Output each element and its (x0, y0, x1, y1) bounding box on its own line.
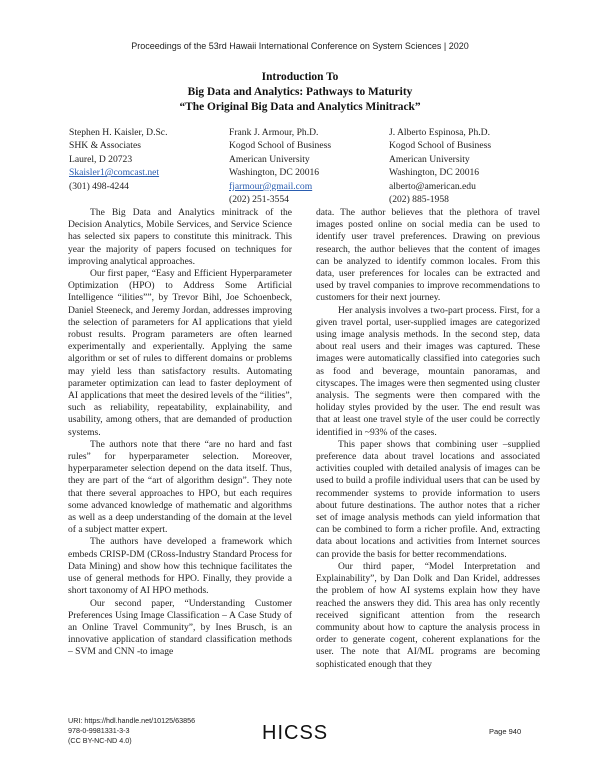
author-email-link[interactable]: fjarmour@gmail.com (229, 180, 313, 192)
page-number: Page 940 (489, 727, 522, 736)
left-column (68, 207, 292, 659)
hicss-logo: HICSS (262, 722, 329, 744)
paragraph: This paper shows that combining user –supplied preference data about travel locations and associated activities coupled with detailed analysis of images can be used to build a profile individual users that can be used by recommender systems to provide information to users about future destinations. The author notes that a richer set of image analysis methods can yield information that can be combined to form a richer profile. And, extracting data about locations and activities from Internet sources can provide the basis for better recommendations. (316, 438, 540, 560)
author-address: Washington, DC 20016 (389, 167, 480, 179)
author-block-1 (69, 126, 167, 193)
author-phone: (202) 251-3554 (229, 194, 289, 206)
paper-title (0, 70, 600, 115)
paragraph: The Big Data and Analytics minitrack of the Decision Analytics, Mobile Services, and Service Science has selected six papers to constitute this minitrack. This year the majority of papers focused on techniques for improving analytical approaches. (68, 207, 292, 267)
right-column (316, 207, 540, 671)
author-email: alberto@american.edu (389, 180, 476, 192)
author-name: Stephen H. Kaisler, D.Sc. (69, 127, 168, 138)
footer-isbn: 978-0-9981331-3-3 (68, 726, 130, 735)
title-line-1: Introduction To (261, 71, 339, 83)
author-university: American University (389, 153, 470, 165)
paragraph: Her analysis involves a two-part process. First, for a given travel portal, user-supplied images are categorized using image analysis methods. In the second step, data about real users and their images was captured. These images were automatically classified into categories such as food and beverage, mountain panoramas, and cityscapes. The images were then segmented using cluster analysis. The segments were then compared with the holiday styles provided by the user. The end result was that at least one travel style of the user could be correctly identified in ~93% of the cases. (316, 304, 540, 438)
paragraph: Our second paper, “Understanding Customer Preferences Using Image Classification – A Case Study of an Online Travel Community”, by Ines Brusch, is an innovative application of standard classification methods – SVM and CNN -to image (68, 597, 292, 658)
author-address: Washington, DC 20016 (229, 167, 320, 179)
author-name: Frank J. Armour, Ph.D. (229, 127, 319, 138)
author-email-link[interactable]: Skaisler1@comcast.net (69, 167, 160, 179)
paragraph: Our third paper, “Model Interpretation and Explainability”, by Dan Dolk and Dan Kridel, addresses the problem of how AI systems explain how they have reached the answers they did. This area has only recently received significant attention from the research community about how to capture the analysis process in order to generate cogent, coherent explanations for the user. The note that AI/ML programs are becoming sophisticated enough that they (316, 560, 540, 670)
footer-metadata (68, 716, 195, 746)
author-university: American University (229, 153, 310, 165)
title-line-2: Big Data and Analytics: Pathways to Maturity (187, 86, 413, 98)
author-address: Laurel, D 20723 (69, 153, 133, 165)
author-phone: (301) 498-4244 (69, 180, 129, 192)
paragraph: The authors note that there “are no hard and fast rules” for hyperparameter selection. Moreover, hyperparameter selection depend on the data itself. Thus, they are part of the “art of algorithm design”. They note that there several approaches to HPO, but each requires some advanced knowledge of mathematic and algorithms as well as a deep understanding of the domain at the level of a subject matter expert. (68, 438, 292, 536)
author-affiliation: Kogod School of Business (229, 140, 332, 152)
paragraph: Our first paper, “Easy and Efficient Hyperparameter Optimization (HPO) to Address Some Artificial Intelligence “ilities””, by Trevor Bihl, Joe Schoenbeck, Daniel Steeneck, and Jeremy Jordan, addresses improving the selection of parameters for AI applications that yield robust results. Program parameters are often learned experimentally and experientally. Applying the same algorithm or set of rules to different domains or problems may yield less than satisfactory results. Automating parameter optimization can lead to faster deployment of AI applications that meet the desired levels of the “ilities”, such as reliability, repeatability, explainability, and usability, among others, that are demanded of production systems. (68, 268, 292, 438)
paragraph-continued: data. The author believes that the plethora of travel images posted online on social media can be used to identify user travel preferences. Drawing on previous research, the author believes that the content of images can be analyzed to identify common locales. From this data, user preferences for locales can be extracted and used by travel companies to improve recommendations to customers for their next journey. (316, 207, 540, 304)
author-block-2 (229, 126, 331, 206)
running-header: Proceedings of the 53rd Hawaii International Conference on System Sciences | 2020 (131, 41, 469, 51)
footer-license: (CC BY-NC-ND 4.0) (68, 736, 132, 745)
author-name: J. Alberto Espinosa, Ph.D. (389, 127, 491, 138)
title-line-3: “The Original Big Data and Analytics Minitrack” (179, 101, 421, 113)
author-affiliation: Kogod School of Business (389, 140, 492, 152)
author-affiliation: SHK & Associates (69, 140, 141, 152)
paragraph: The authors have developed a framework which embeds CRISP-DM (CRoss-Industry Standard Process for Data Mining) and show how this technique facilitates the use of general methods for HPO. Finally, they provide a short taxonomy of AI HPO methods. (68, 536, 292, 597)
author-phone: (202) 885-1958 (389, 194, 449, 206)
footer-uri: URI: https://hdl.handle.net/10125/63856 (68, 716, 196, 725)
author-block-3 (389, 126, 491, 206)
